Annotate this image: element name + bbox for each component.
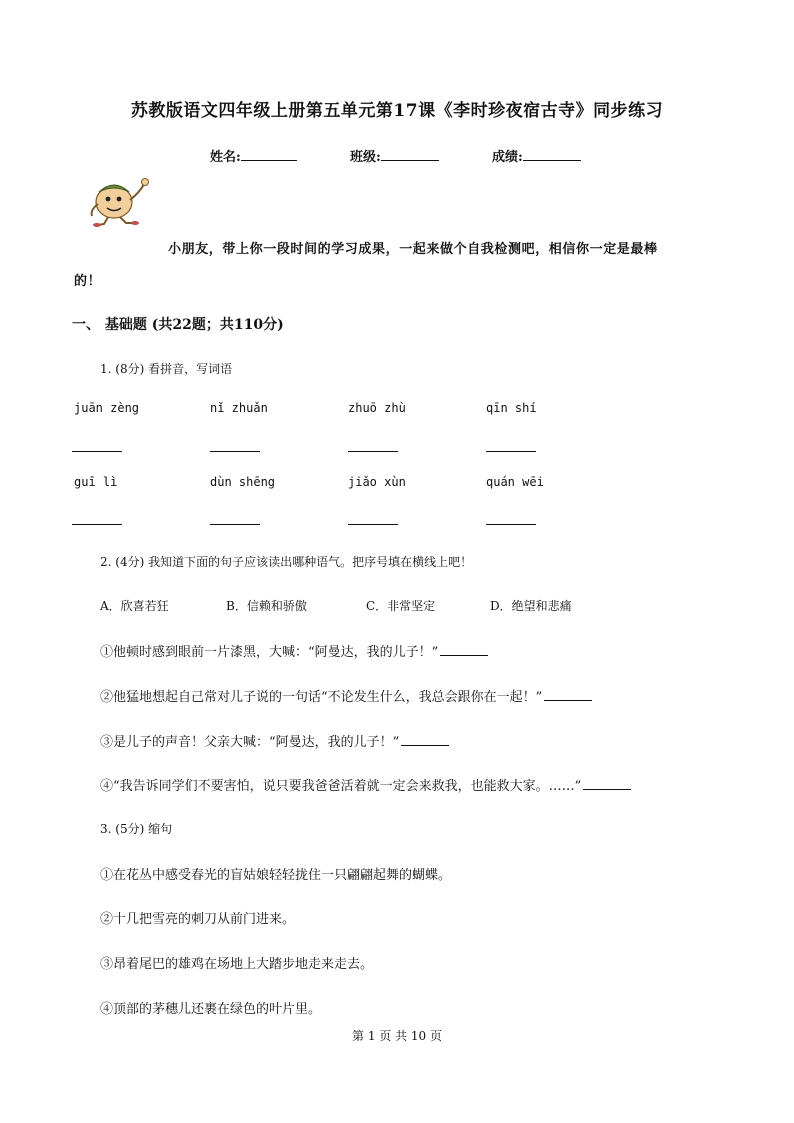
intro-line-2: 的！	[74, 274, 102, 289]
q2-item-1	[100, 641, 488, 660]
class-field[interactable]	[350, 146, 439, 165]
q3-item-2: ②十几把雪亮的刺刀从前门进来。	[100, 912, 296, 927]
answer-blank[interactable]	[583, 777, 631, 790]
option-b: B．信赖和骄傲	[226, 599, 307, 613]
pinyin-item: juān zèng	[74, 401, 140, 415]
page-title: 苏教版语文四年级上册第五单元第17课《李时珍夜宿古寺》同步练习	[130, 101, 664, 121]
q3-item-1: ①在花丛中感受春光的盲姑娘轻轻拢住一只翩翩起舞的蝴蝶。	[100, 868, 452, 883]
page-number: 第 1 页 共 10 页	[352, 1029, 442, 1043]
pinyin-item: dùn shēng	[210, 475, 276, 489]
answer-blank[interactable]	[210, 451, 260, 452]
q2-item-3	[100, 731, 449, 750]
pinyin-item: zhuō zhù	[348, 401, 406, 415]
answer-blank[interactable]	[486, 524, 536, 525]
pinyin-item: quán wēi	[486, 475, 544, 489]
answer-blank[interactable]	[348, 451, 398, 452]
answer-blank[interactable]	[210, 524, 260, 525]
answer-blank[interactable]	[72, 524, 122, 525]
score-label: 成绩:	[492, 150, 523, 165]
answer-blank[interactable]	[72, 451, 122, 452]
q2-item-text: ④“我告诉同学们不要害怕，说只要我爸爸活着就一定会来救我，也能救大家。……”	[100, 779, 582, 794]
answer-blank[interactable]	[486, 451, 536, 452]
pinyin-item: nǐ zhuǎn	[210, 401, 268, 415]
q2-item-text: ①他顿时感到眼前一片漆黑，大喊：“阿曼达，我的儿子！”	[100, 645, 439, 660]
q2-item-4	[100, 775, 631, 794]
score-field[interactable]	[492, 146, 581, 165]
pinyin-item: jiǎo xùn	[348, 475, 406, 489]
answer-blank[interactable]	[401, 733, 449, 746]
q2-item-text: ③是儿子的声音！父亲大喊：“阿曼达，我的儿子！”	[100, 735, 400, 750]
q3-item-4: ④顶部的茅穗儿还裹在绿色的叶片里。	[100, 1002, 322, 1017]
answer-blank[interactable]	[544, 688, 592, 701]
answer-blank[interactable]	[348, 524, 398, 525]
class-label: 班级:	[350, 150, 381, 165]
section-heading: 一、 基础题 (共22题；共110分)	[72, 317, 284, 333]
mascot-illustration	[84, 172, 156, 228]
name-field[interactable]	[210, 146, 297, 165]
question-3-label: 3. (5分) 缩句	[100, 822, 173, 836]
answer-blank[interactable]	[440, 643, 488, 656]
option-d: D．绝望和悲痛	[490, 599, 572, 613]
q3-item-3: ③昂着尾巴的雄鸡在场地上大踏步地走来走去。	[100, 957, 374, 972]
pinyin-item: qīn shí	[486, 401, 537, 415]
q2-item-2	[100, 686, 592, 705]
option-a: A．欣喜若狂	[100, 599, 169, 613]
name-label: 姓名:	[210, 150, 241, 165]
intro-line-1: 小朋友，带上你一段时间的学习成果，一起来做个自我检测吧，相信你一定是最棒	[168, 242, 658, 257]
score-blank[interactable]	[523, 148, 581, 161]
question-2-label: 2. (4分) 我知道下面的句子应该读出哪种语气。把序号填在横线上吧！	[100, 555, 473, 569]
class-blank[interactable]	[381, 148, 439, 161]
option-c: C．非常坚定	[366, 599, 436, 613]
question-1-label: 1. (8分) 看拼音，写词语	[100, 362, 233, 376]
name-blank[interactable]	[241, 148, 297, 161]
q2-item-text: ②他猛地想起自己常对儿子说的一句话“不论发生什么，我总会跟你在一起！”	[100, 690, 543, 705]
pinyin-item: guī lì	[74, 475, 118, 489]
